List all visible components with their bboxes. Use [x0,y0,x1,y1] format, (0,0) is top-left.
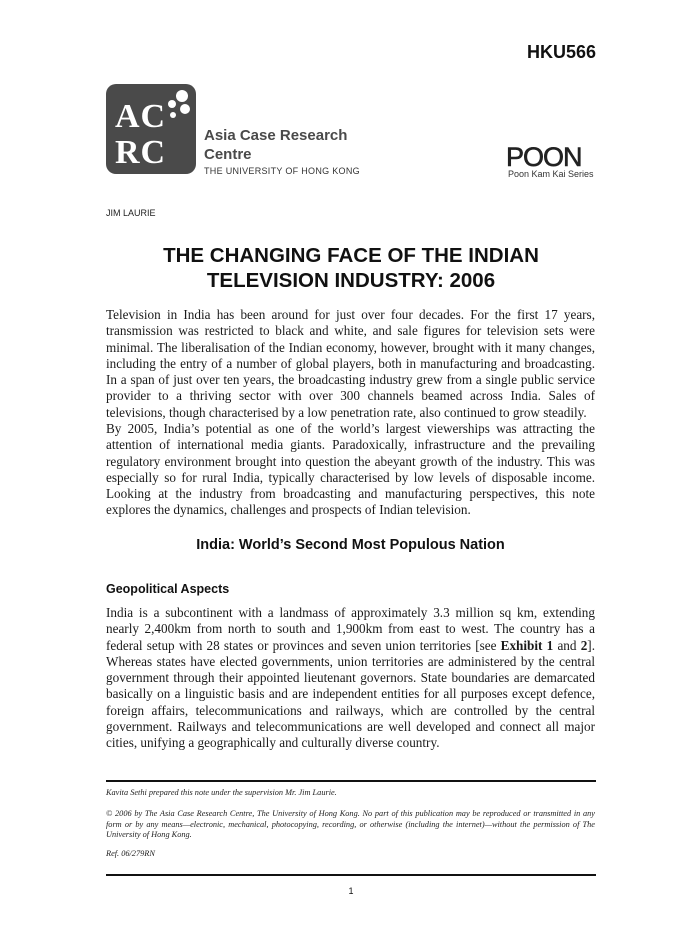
geo-text-after: ]. Whereas states have elected governments, union territories are administered by the central government through their appointed lieutenant governors. State boundaries are demarcated basically on a linguistic basis and are independent entities for all purposes except defence, foreign affairs, telecommunications and railways, which are controlled by the central government. Railways and telecommunications are well developed and connect all major cities, unifying a geographically and culturally diverse country. [106,637,595,751]
geo-text-before: India is a subcontinent with a landmass of approximately 3.3 million sq km, extending nearly 2,400km from north to south and 1,900km from east to west. The country has a federal setup with 28 states or provinces and seven union territories [see [106,605,595,653]
logo-dot-icon [168,100,176,108]
footer-rule-bottom [106,874,596,876]
org-university: THE UNIVERSITY OF HONG KONG [204,166,360,176]
poon-series-label: Poon Kam Kai Series [508,169,594,179]
org-name: Asia Case Research Centre [204,127,348,163]
subsection-heading: Geopolitical Aspects [106,582,230,596]
logo-monogram-top: AC [115,98,167,135]
author-name: JIM LAURIE [106,208,156,218]
geopolitical-paragraph [106,605,595,752]
case-id: HKU566 [526,42,596,62]
logo-monogram-bottom: RC [115,134,167,171]
logo-dot-icon [180,104,190,114]
exhibit-1-ref: Exhibit 1 [500,637,554,653]
geo-text-and: and [553,637,581,653]
footer-rule-top [106,780,596,782]
exhibit-2-ref: 2 [580,637,588,653]
section-heading: India: World’s Second Most Populous Nation [196,537,505,553]
acrc-logo [106,84,196,174]
document-title: THE CHANGING FACE OF THE INDIAN TELEVISION INDUSTRY: 2006 [163,244,539,292]
poon-logo: POON [506,142,582,172]
logo-dot-icon [176,90,188,102]
footnote-author: Kavita Sethi prepared this note under the supervision Mr. Jim Laurie. [106,788,337,797]
logo-dot-icon [170,112,176,118]
intro-paragraph-2: By 2005, India’s potential as one of the world’s largest viewerships was attracting the attention of international media giants. Paradoxically, infrastructure and the prevailing regulatory environment brought into question the abeyant growth of the industry. This was especially so for rural India, typically characterised by low levels of disposable income. Looking at the industry from broadcasting and manufacturing perspectives, this note explores the dynamics, challenges and prospects of Indian television. [106,421,595,518]
footnote-copyright: © 2006 by The Asia Case Research Centre, The University of Hong Kong. No part of this publication may be reproduced or transmitted in any form or by any means—electronic, mechanical, photocopying, recording, or otherwise (including the internet)—without the permission of The University of Hong Kong. [106,809,595,840]
page-number: 1 [348,886,354,896]
footnote-reference: Ref. 06/279RN [106,849,155,858]
intro-paragraph-1: Television in India has been around for just over four decades. For the first 17 years, transmission was restricted to black and white, and sale figures for television sets were minimal. The liberalisation of the Indian economy, however, brought with it many changes, including the entry of a number of global players, both in manufacturing and broadcasting. In a span of just over ten years, the broadcasting industry grew from a single public service provider to a thriving sector with over 300 channels beamed across India. Sales of televisions, though characterised by a low penetration rate, also continued to grow steadily. [106,307,595,420]
